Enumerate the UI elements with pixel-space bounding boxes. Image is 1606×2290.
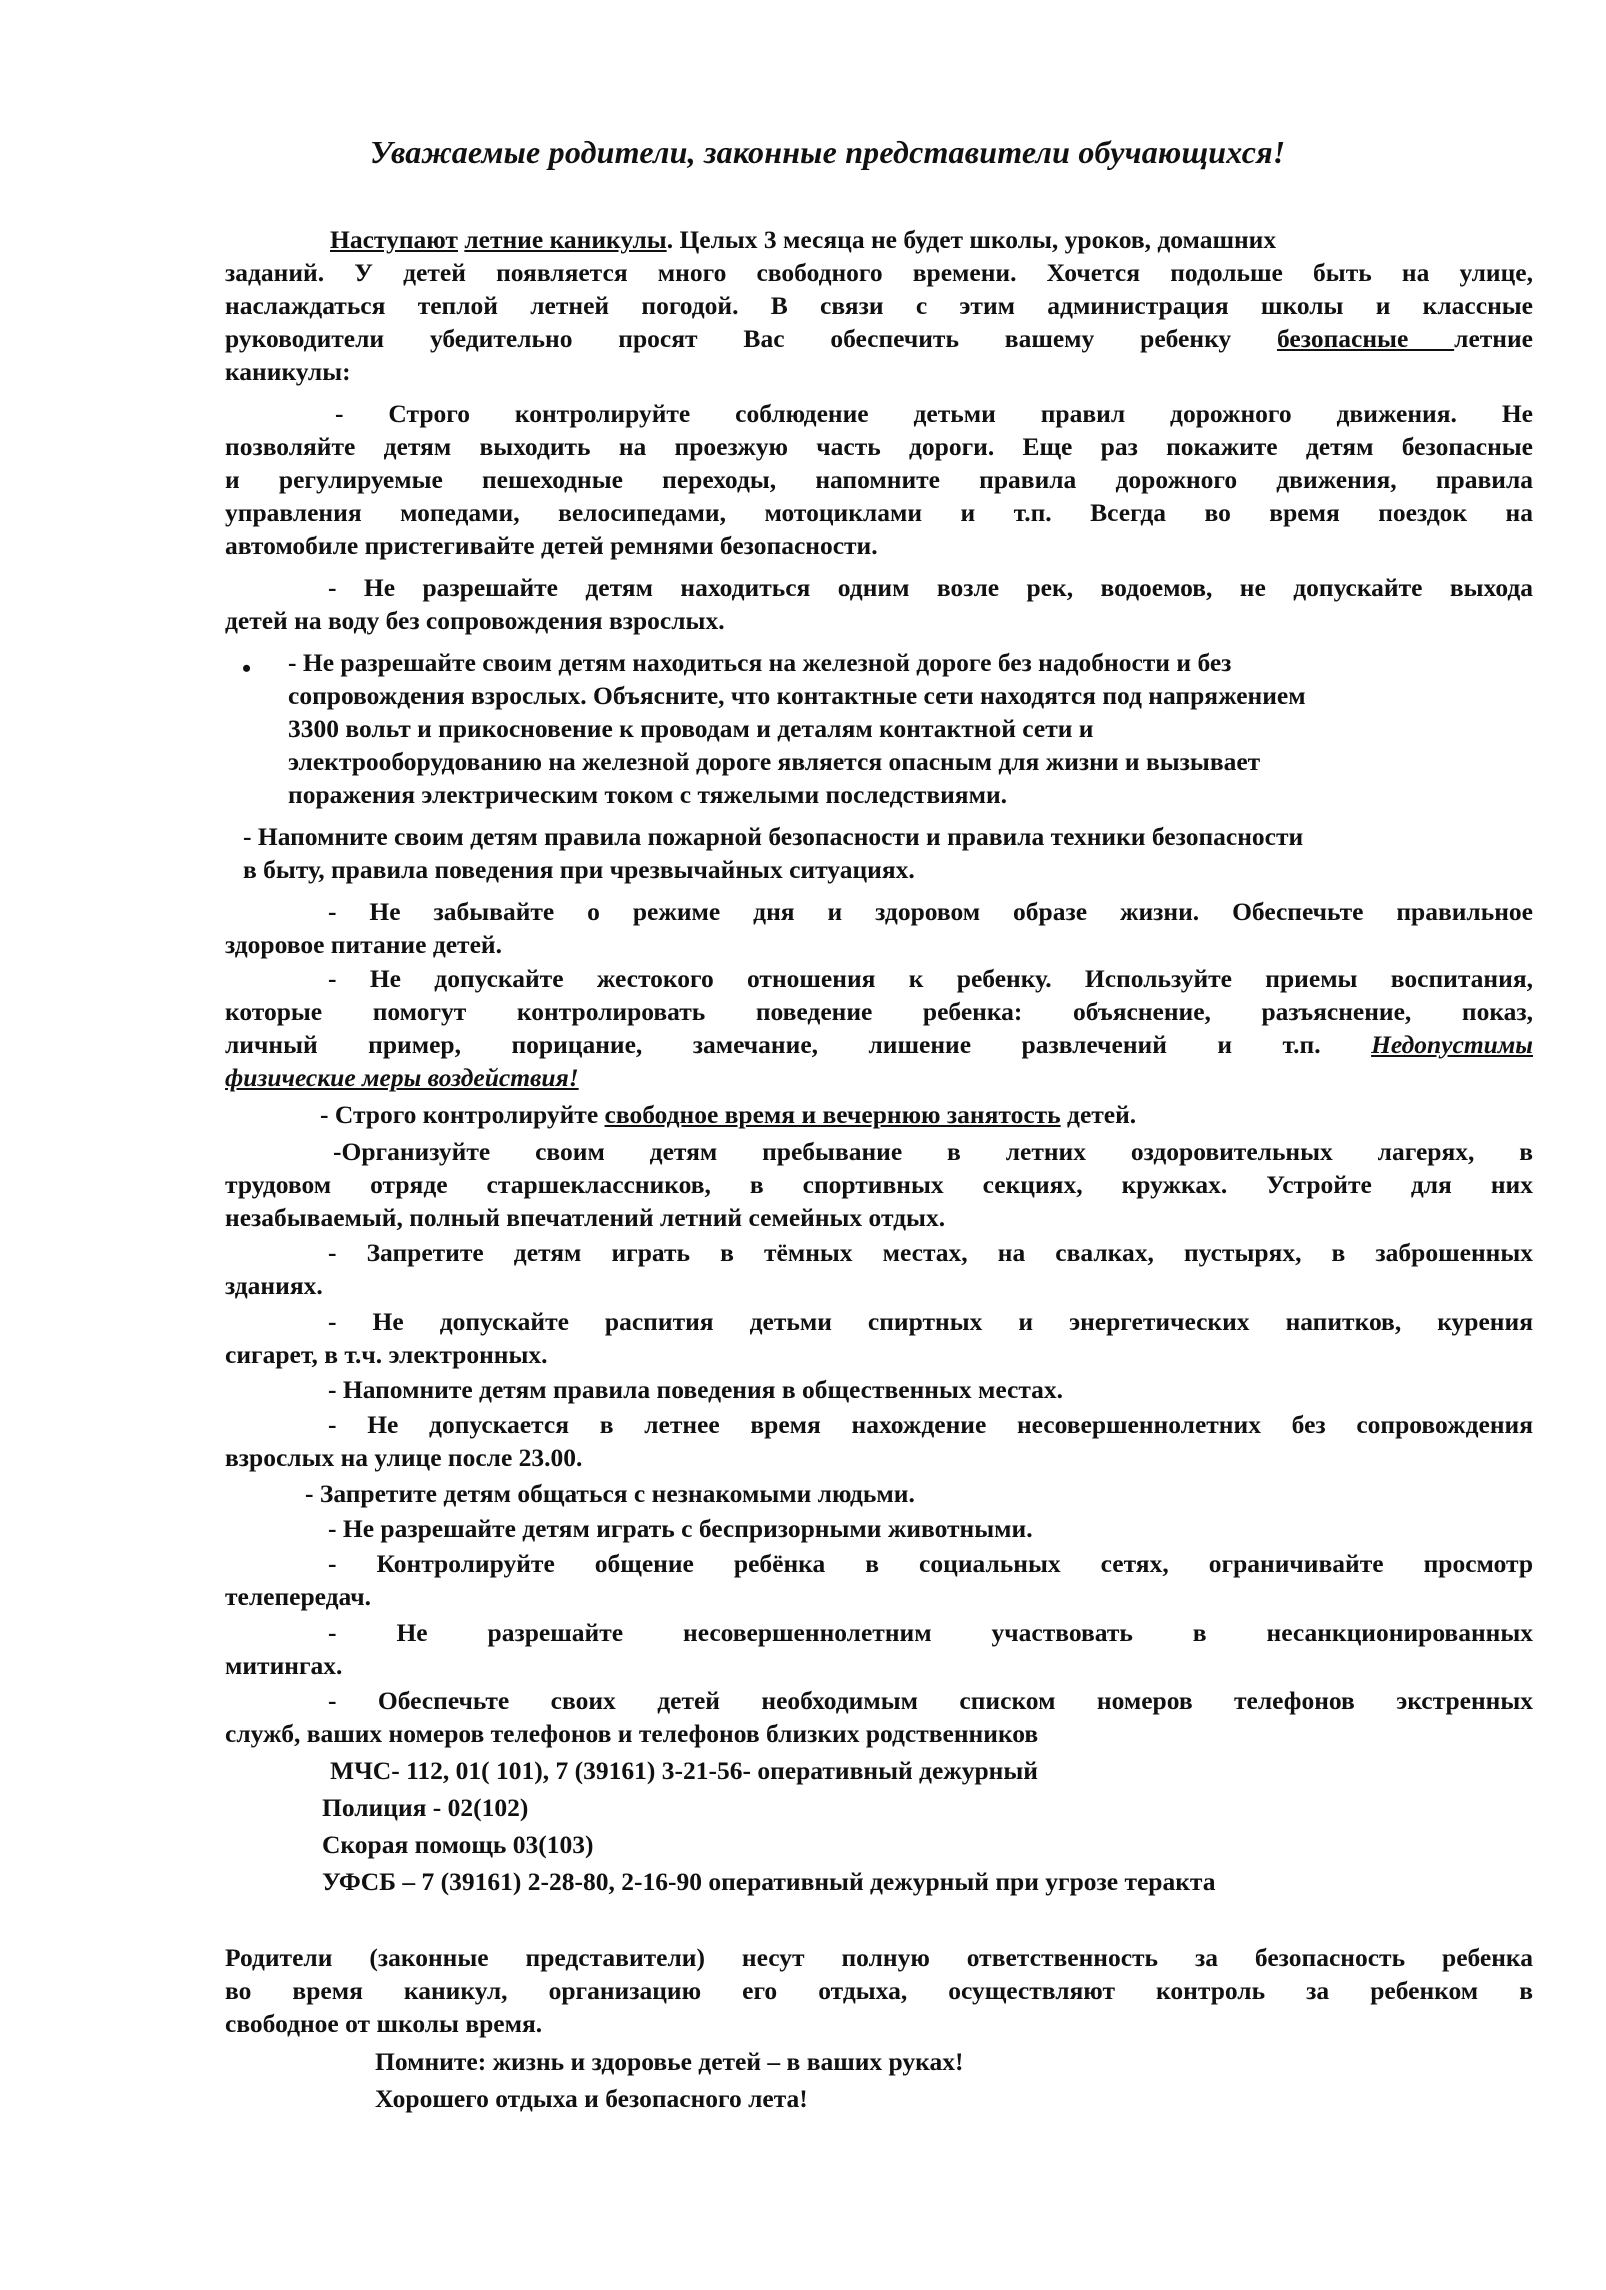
para-water-line-1: - Не разрешайте детям находиться одним возле рек, водоемов, не допускайте выхода [328,573,1533,602]
para-railway-line-5: поражения электрическим током с тяжелыми последствиями. [288,780,1008,809]
para-social-networks-line-2: телепередач. [225,1582,372,1611]
para-routine-line-2: здоровое питание детей. [225,930,502,959]
para-traffic-line-3: и регулируемые пешеходные переходы, напомните правила дорожного движения, правила [225,465,1533,494]
para-phone-list-line-2: служб, ваших номеров телефонов и телефонов близких родственников [225,1719,1039,1748]
free-time-emphasis: свободное время и вечернюю занятость [604,1100,1061,1129]
para-railway-line-1: - Не разрешайте своим детям находиться на железной дороге без надобности и без [288,648,1232,677]
para-rallies-line-1: - Не разрешайте несовершеннолетним участвовать в несанкционированных [328,1618,1533,1647]
intro-line-1: Наступают летние каникулы. Целых 3 месяца не будет школы, уроков, домашних [330,225,1277,254]
closing-wish: Хорошего отдыха и безопасного лета! [375,2084,808,2113]
para-curfew-line-1: - Не допускается в летнее время нахождение несовершеннолетних без сопровождения [328,1410,1533,1439]
para-phone-list-line-1: - Обеспечьте своих детей необходимым списком номеров телефонов экстренных [328,1686,1533,1715]
para-public-behavior: - Напомните детям правила поведения в общественных местах. [328,1375,1064,1404]
para-traffic-line-4: управления мопедами, велосипедами, мотоциклами и т.п. Всегда во время поездок на [225,498,1533,527]
contact-police: Полиция - 02(102) [322,1793,529,1822]
para-camps-line-2: трудовом отряде старшеклассников, в спортивных секциях, кружках. Устройте для них [225,1170,1533,1199]
para-cruelty-line-4: физические меры воздействия! [225,1063,579,1092]
para-traffic-line-2: позволяйте детям выходить на проезжую часть дороги. Еще раз покажите детям безопасные [225,432,1533,461]
para-fire-line-1: - Напомните своим детям правила пожарной безопасности и правила техники безопасности [243,822,1304,851]
para-traffic-line-1: - Строго контролируйте соблюдение детьми правил дорожного движения. Не [335,399,1533,428]
closing-line-2: во время каникул, организацию его отдыха, осуществляют контроль за ребенком в [225,1976,1533,2005]
para-water-line-2: детей на воду без сопровождения взрослых. [225,606,725,635]
document-title: Уважаемые родители, законные представители обучающихся! [370,134,1286,170]
para-fire-line-2: в быту, правила поведения при чрезвычайных ситуациях. [243,855,915,884]
para-social-networks-line-1: - Контролируйте общение ребёнка в социальных сетях, ограничивайте просмотр [328,1549,1533,1578]
intro-line-5: каникулы: [225,357,351,386]
para-railway-line-4: электрооборудованию на железной дороге является опасным для жизни и вызывает [288,747,1261,776]
intro-underlined-safe: безопасные [1277,324,1455,353]
para-railway-line-3: 3300 вольт и прикосновение к проводам и деталям контактной сети и [288,714,1094,743]
closing-line-1: Родители (законные представители) несут полную ответственность за безопасность ребенка [225,1943,1533,1972]
para-strangers: - Запретите детям общаться с незнакомыми людьми. [305,1479,915,1508]
para-rallies-line-2: митингах. [225,1651,343,1680]
para-camps-line-1: -Организуйте своим детям пребывание в летних оздоровительных лагерях, в [333,1137,1533,1166]
para-cruelty-line-3: личный пример, порицание, замечание, лишение развлечений и т.п. Недопустимы [225,1030,1533,1059]
para-cruelty-line-1: - Не допускайте жестокого отношения к ребенку. Используйте приемы воспитания, [328,964,1533,993]
intro-line-4: руководители убедительно просят Вас обеспечить вашему ребенку безопасные летние [225,324,1533,353]
inadmissible-emphasis: Недопустимы [1371,1030,1533,1059]
closing-line-3: свободное от школы время. [225,2009,543,2038]
contact-ambulance: Скорая помощь 03(103) [322,1830,594,1859]
para-alcohol-line-1: - Не допускайте распития детьми спиртных и энергетических напитков, курения [328,1307,1533,1336]
para-free-time: - Строго контролируйте свободное время и вечернюю занятость детей. [320,1100,1137,1129]
para-dark-places-line-1: - Запретите детям играть в тёмных местах, на свалках, пустырях, в заброшенных [328,1238,1533,1267]
intro-line-2: заданий. У детей появляется много свободного времени. Хочется подольше быть на улице, [225,258,1533,287]
contact-ufsb: УФСБ – 7 (39161) 2-28-80, 2-16-90 оперативный дежурный при угрозе теракта [322,1867,1216,1896]
contact-mchs: МЧС- 112, 01( 101), 7 (39161) 3-21-56- оперативный дежурный [330,1756,1038,1785]
closing-remember: Помните: жизнь и здоровье детей – в ваших руках! [375,2047,964,2076]
para-alcohol-line-2: сигарет, в т.ч. электронных. [225,1340,548,1369]
para-curfew-line-2: взрослых на улице после 23.00. [225,1443,583,1472]
intro-underlined-phrase: летние каникулы [464,225,667,254]
para-dark-places-line-2: зданиях. [225,1271,323,1300]
bullet-marker: • [242,654,252,683]
para-stray-animals: - Не разрешайте детям играть с беспризорными животными. [328,1514,1033,1543]
para-railway-line-2: сопровождения взрослых. Объясните, что контактные сети находятся под напряжением [288,681,1306,710]
intro-line-3: наслаждаться теплой летней погодой. В связи с этим администрация школы и классные [225,291,1533,320]
para-routine-line-1: - Не забывайте о режиме дня и здоровом образе жизни. Обеспечьте правильное [328,897,1533,926]
para-cruelty-line-2: которые помогут контролировать поведение ребенка: объяснение, разъяснение, показ, [225,997,1533,1026]
intro-underlined-word: Наступают [330,225,458,254]
para-camps-line-3: незабываемый, полный впечатлений летний семейных отдых. [225,1203,946,1232]
para-traffic-line-5: автомобиле пристегивайте детей ремнями безопасности. [225,531,878,560]
